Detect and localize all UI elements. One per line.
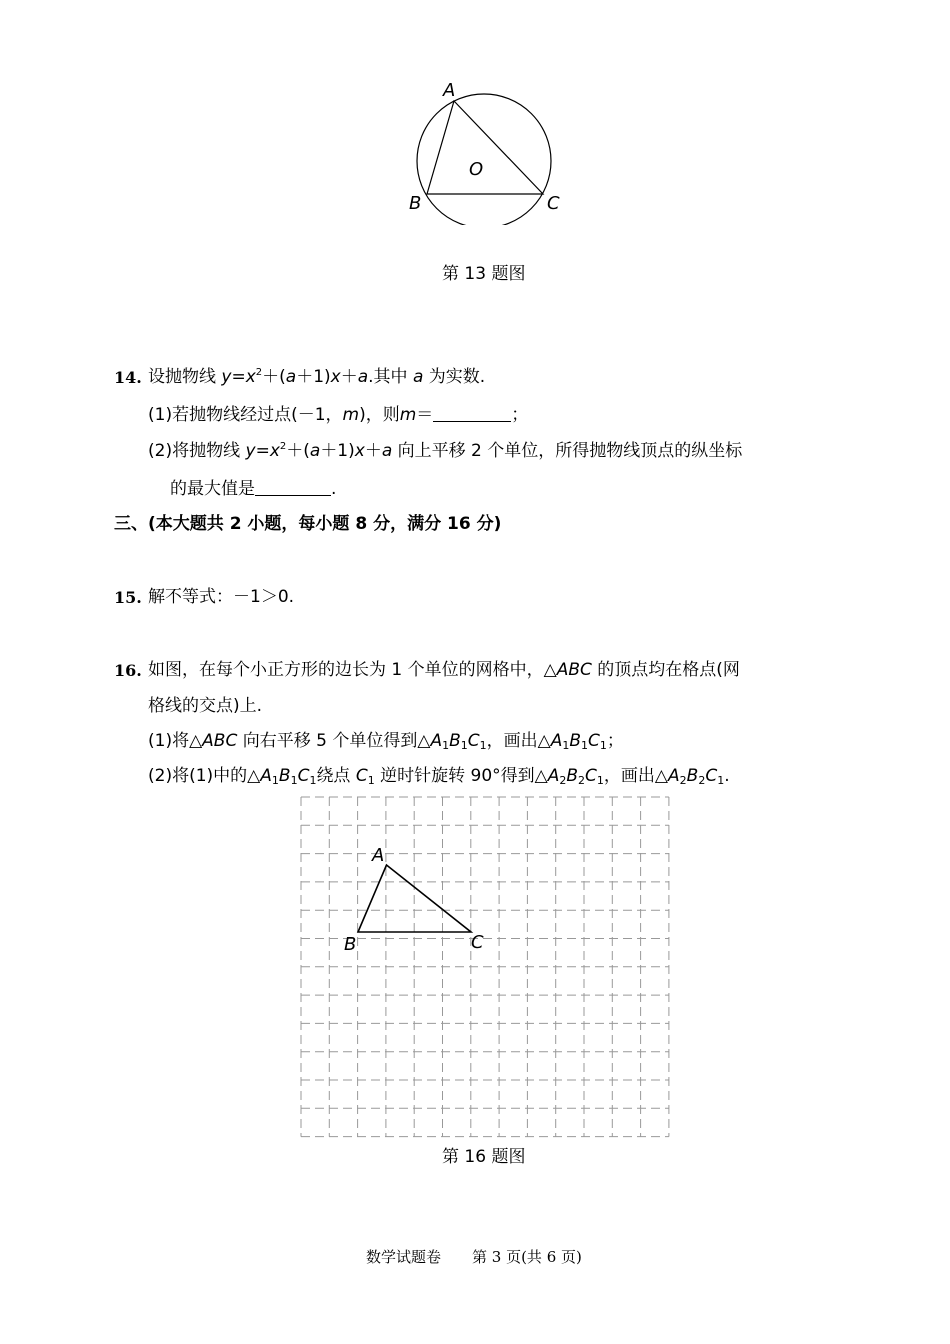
q14-part2	[148, 441, 742, 461]
q14-suffix2: 为实数.	[428, 367, 486, 387]
q14-stem-prefix: 设抛物线	[148, 367, 216, 387]
label-c: C	[547, 193, 560, 214]
q14-p2-line2-text: 的最大值是	[170, 479, 255, 499]
sym-b1b: B	[569, 731, 582, 751]
q14-p1-mid: )，则	[359, 405, 400, 425]
q16-p2-end: .	[724, 766, 730, 786]
q14-p1-eq: ＝	[416, 405, 434, 425]
q14-part1	[148, 404, 528, 425]
q16-part2	[148, 766, 730, 786]
q14-number: 14.	[114, 368, 142, 387]
q16-p1-b: 向右平移 5 个单位得到△	[242, 731, 431, 751]
sym-a1b: A	[550, 731, 563, 751]
q14-p2-rest2: ＋1)	[320, 441, 355, 461]
q15-number: 15.	[114, 588, 142, 607]
sym-c1c: C	[297, 766, 310, 786]
q14-part2-line2	[170, 478, 336, 499]
sym-a1: A	[430, 731, 443, 751]
sym-c2b: C	[705, 766, 718, 786]
sym-c1: C	[467, 731, 480, 751]
q16-l1-a: 如图，在每个小正方形的边长为 1 个单位的网格中，△	[148, 660, 557, 680]
q14-var-a2: a	[357, 367, 369, 387]
sub-c1b: 1	[599, 739, 607, 752]
q16-p1-a: (1)将△	[148, 731, 203, 751]
q14-var-x2: x	[330, 367, 341, 387]
q14-p2-exp: 2	[279, 441, 287, 452]
sym-b2b: B	[686, 766, 699, 786]
q14-var-x: x	[245, 367, 256, 387]
fig16-caption: 第 16 题图	[442, 1147, 526, 1167]
footer-page: 第 3 页(共 6 页)	[472, 1248, 582, 1266]
q16-l1-b: 的顶点均在格点(网	[597, 660, 740, 680]
q14-p1-m: m	[342, 405, 360, 425]
sub-b1b: 1	[581, 739, 589, 752]
q14-var-a1: a	[285, 367, 297, 387]
grid-label-a: A	[372, 845, 385, 866]
sym-a1c: A	[260, 766, 272, 786]
q14-var-y: y	[221, 367, 232, 387]
q14-rest3: ＋	[340, 367, 358, 387]
sub-c1d: 1	[367, 774, 375, 787]
q14-p2-var-x: x	[269, 441, 280, 461]
answer-blank-14-1[interactable]	[433, 404, 511, 422]
sym-b2: B	[566, 766, 579, 786]
label-a: A	[443, 80, 456, 101]
grid-label-c: C	[471, 932, 484, 953]
sub-a1c: 1	[271, 774, 279, 787]
sym-c1b: C	[588, 731, 600, 751]
sub-c1: 1	[479, 739, 487, 752]
sub-a2b: 2	[679, 774, 687, 787]
sub-a1: 1	[442, 739, 450, 752]
q14-stem	[148, 367, 485, 387]
sym-a2b: A	[668, 766, 680, 786]
q16-p2-c: 逆时针旋转 90°得到△	[380, 766, 548, 786]
sub-b1: 1	[460, 739, 468, 752]
q14-p2-var-a2: a	[381, 441, 393, 461]
sub-b2b: 2	[698, 774, 706, 787]
q14-rest1: ＋(	[262, 367, 286, 387]
q14-p2-var-a1: a	[309, 441, 321, 461]
q14-p1-m2: m	[399, 405, 417, 425]
q14-suffix1: .其中	[368, 367, 408, 387]
section-3-heading: 三、(本大题共 2 小题，每小题 8 分，满分 16 分)	[114, 514, 502, 534]
q14-p2-var-x2: x	[354, 441, 365, 461]
q14-p1-end: ；	[511, 405, 529, 425]
q16-p2-d: ，画出△	[603, 766, 668, 786]
figure-13	[400, 75, 580, 225]
q14-p2-rest3: ＋	[364, 441, 382, 461]
sub-c2b: 1	[717, 774, 725, 787]
q14-p2-var-y: y	[245, 441, 256, 461]
q16-p1-end: ；	[606, 731, 624, 751]
grid-label-b: B	[344, 934, 357, 955]
sym-a2: A	[547, 766, 560, 786]
sym-c2: C	[585, 766, 597, 786]
q16-line1	[148, 660, 740, 680]
q14-exp: 2	[255, 367, 263, 378]
q14-p2-end: .	[331, 479, 337, 499]
sym-b1c: B	[278, 766, 291, 786]
q16-p2-b: 绕点	[316, 766, 351, 786]
q14-p2-prefix: (2)将抛物线	[148, 441, 241, 461]
q14-p2-suffix: 向上平移 2 个单位，所得抛物线顶点的纵坐标	[397, 441, 743, 461]
q16-p1-abc: ABC	[202, 731, 238, 751]
q14-p1-prefix: (1)若抛物线经过点(－1，	[148, 405, 343, 425]
q14-p2-rest1: ＋(	[286, 441, 310, 461]
grid-lines	[301, 797, 669, 1137]
triangle-abc	[427, 101, 543, 194]
sub-a2: 2	[559, 774, 567, 787]
q14-p2-eq: =	[255, 441, 270, 461]
sub-c1c: 1	[309, 774, 317, 787]
q16-l1-abc: ABC	[556, 660, 592, 680]
sub-c2: 1	[596, 774, 604, 787]
q14-rest2: ＋1)	[296, 367, 331, 387]
q14-eq: =	[231, 367, 246, 387]
q14-var-a3: a	[412, 367, 424, 387]
q16-p2-a: (2)将(1)中的△	[148, 766, 261, 786]
fig13-caption: 第 13 题图	[442, 264, 526, 284]
answer-blank-14-2[interactable]	[255, 478, 331, 496]
sub-a1b: 1	[562, 739, 570, 752]
sub-b2: 2	[578, 774, 586, 787]
sym-b1: B	[449, 731, 461, 751]
sub-b1c: 1	[290, 774, 298, 787]
q16-number: 16.	[114, 661, 142, 680]
footer-left: 数学试题卷	[366, 1248, 442, 1266]
q16-p1-c: ，画出△	[486, 731, 551, 751]
label-b: B	[409, 193, 422, 214]
figure-16-grid[interactable]	[296, 792, 676, 1144]
sym-c1d: C	[355, 766, 368, 786]
q15-text: 解不等式：－1＞0.	[148, 587, 295, 607]
label-o: O	[469, 159, 484, 180]
q16-line2: 格线的交点)上.	[148, 696, 263, 716]
q16-part1	[148, 731, 624, 751]
